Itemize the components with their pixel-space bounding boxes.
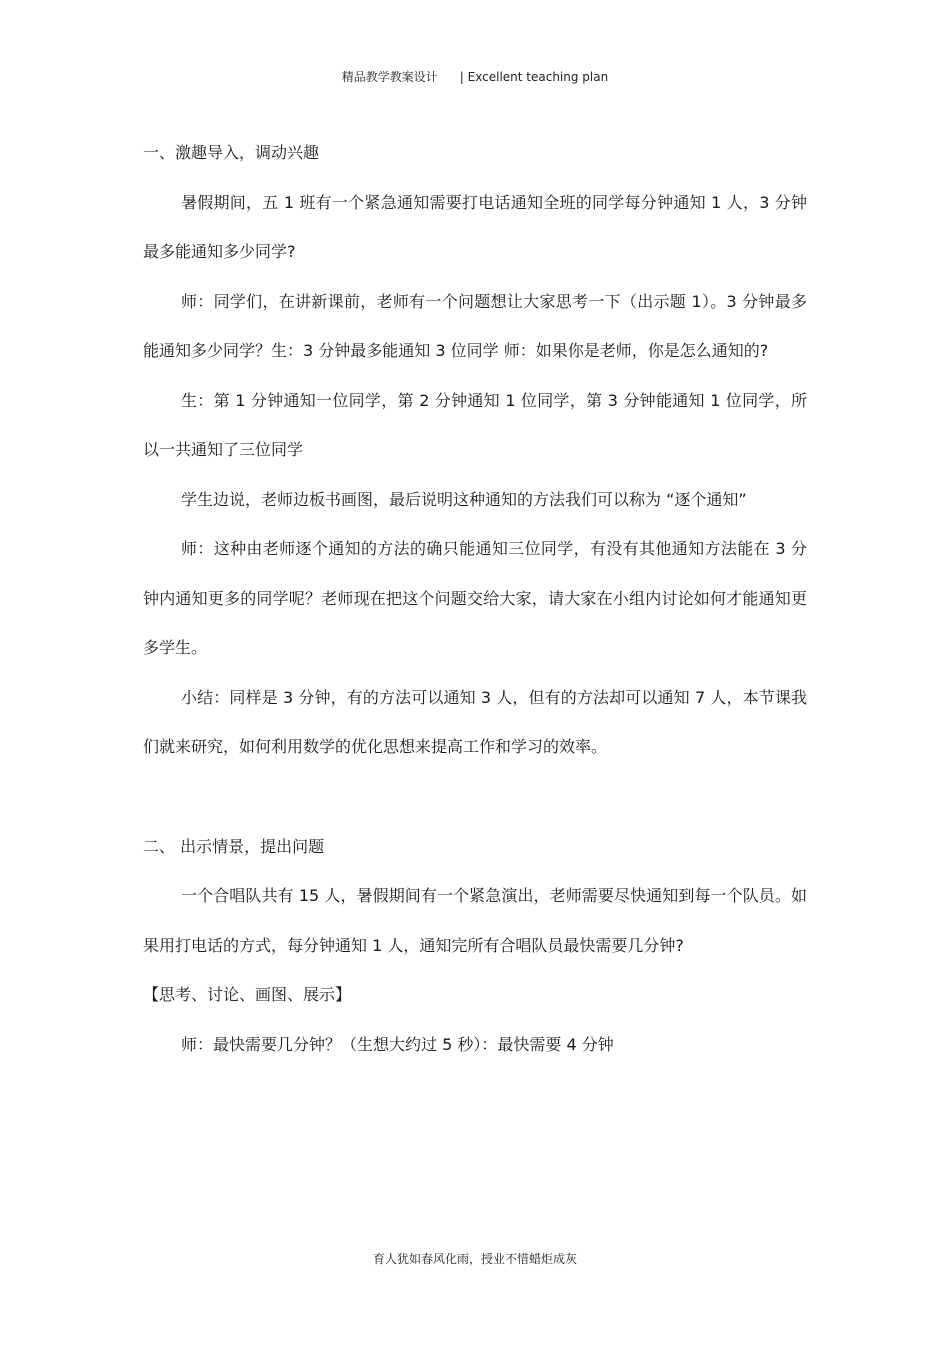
section2-paragraph-2: 师：最快需要几分钟？（生想大约过 5 秒）：最快需要 4 分钟: [181, 1034, 614, 1054]
document-body: [143, 128, 807, 1069]
section1-paragraph-5: 师：这种由老师逐个通知的方法的确只能通知三位同学，有没有其他通知方法能在 3 分钟内通知更多的同学呢？老师现在把这个问题交给大家，请大家在小组内讨论如何才能通知更多学生。: [143, 539, 807, 657]
section1-paragraph-1: 暑假期间，五 1 班有一个紧急通知需要打电话通知全班的同学每分钟通知 1 人，3 分钟最多能通知多少同学?: [143, 192, 807, 261]
section1-paragraph-2: 师：同学们，在讲新课前，老师有一个问题想让大家思考一下（出示题 1）。3 分钟最多能通知多少同学？生：3 分钟最多能通知 3 位同学 师：如果你是老师，你是怎么通知的?: [143, 291, 807, 360]
section1-heading: 一、激趣导入，调动兴趣: [143, 143, 320, 162]
section2-activity-bracket: 【思考、讨论、画图、展示】: [143, 985, 352, 1004]
page-footer: 育人犹如春风化雨，授业不惜蜡炬成灰: [372, 1252, 577, 1266]
header-title-cn: 精品教学教案设计: [341, 70, 438, 84]
section2-heading: 二、 出示情景，提出问题: [143, 836, 325, 856]
section-spacer: [143, 772, 807, 822]
section1-paragraph-4: 学生边说，老师边板书画图，最后说明这种通知的方法我们可以称为 “逐个通知”: [181, 489, 747, 509]
section1-paragraph-6: 小结：同样是 3 分钟，有的方法可以通知 3 人，但有的方法却可以通知 7 人，本节课我们就来研究，如何利用数学的优化思想来提高工作和学习的效率。: [143, 687, 807, 756]
page-header: [0, 68, 950, 85]
section2-paragraph-1: 一个合唱队共有 15 人，暑假期间有一个紧急演出，老师需要尽快通知到每一个队员。如果用打电话的方式，每分钟通知 1 人，通知完所有合唱队员最快需要几分钟?: [143, 886, 807, 955]
header-title-en: | Excellent teaching plan: [459, 70, 609, 84]
section1-paragraph-3: 生：第 1 分钟通知一位同学，第 2 分钟通知 1 位同学，第 3 分钟能通知 1 位同学，所以一共通知了三位同学: [143, 390, 807, 459]
